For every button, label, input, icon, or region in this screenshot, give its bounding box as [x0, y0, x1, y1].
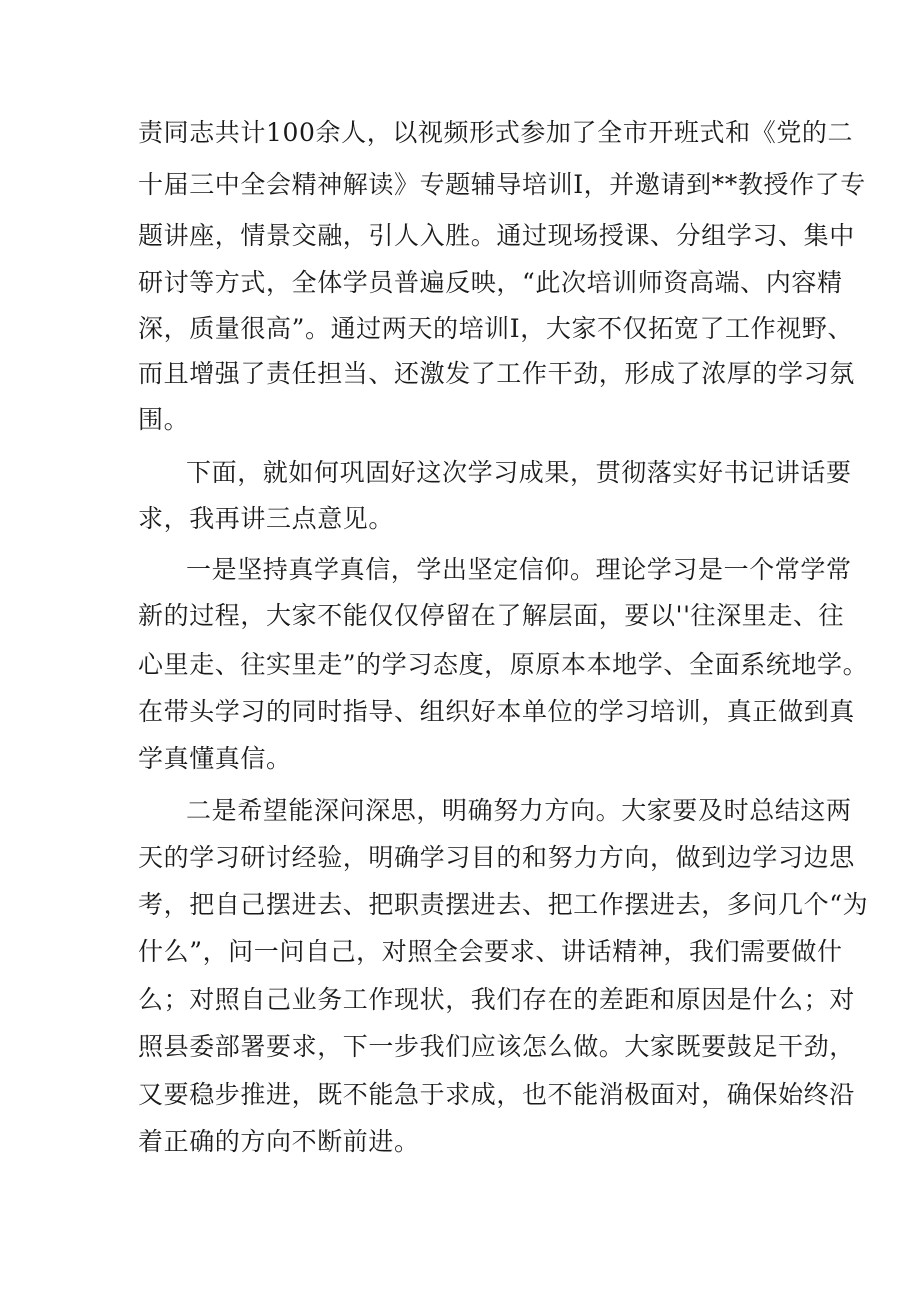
paragraph-3-line-1: 一是坚持真学真信，学出坚定信仰。理论学习是一个常学常 [186, 555, 852, 584]
paragraph-4-line-6: 照县委部署要求，下一步我们应该怎么做。大家既要鼓足干劲， [138, 1032, 855, 1061]
paragraph-4-line-3: 考，把自己摆进去、把职责摆进去、把工作摆进去，多问几个“为 [138, 890, 869, 919]
paragraph-3-line-2: 新的过程，大家不能仅仅停留在了解层面，要以''往深里走、往 [138, 601, 845, 630]
paragraph-4-line-4: 什么”，问一问自己，对照全会要求、讲话精神，我们需要做什 [138, 937, 843, 966]
paragraph-1-line-3: 题讲座，情景交融，引人入胜。通过现场授课、分组学习、集中 [138, 221, 855, 250]
paragraph-1-line-4: 研讨等方式，全体学员普遍反映，“此次培训师资高端、内容精 [138, 268, 843, 297]
paragraph-1-line-1: 责同志共计100余人，以视频形式参加了全市开班式和《党的二 [138, 118, 854, 147]
paragraph-4-line-5: 么；对照自己业务工作现状，我们存在的差距和原因是什么；对 [138, 985, 855, 1014]
paragraph-3-line-4: 在带头学习的同时指导、组织好本单位的学习培训，真正做到真 [138, 697, 855, 726]
paragraph-1-line-5: 深，质量很高”。通过两天的培训I，大家不仅拓宽了工作视野、 [138, 314, 854, 343]
paragraph-3-line-5: 学真懂真信。 [138, 744, 292, 773]
paragraph-2-line-2: 求，我再讲三点意见。 [138, 504, 395, 533]
paragraph-1-line-2: 十届三中全会精神解读》专题辅导培训I，并邀请到**教授作了专 [138, 170, 866, 199]
paragraph-4-line-2: 天的学习研讨经验，明确学习目的和努力方向，做到边学习边思 [138, 843, 855, 872]
paragraph-3-line-3: 心里走、往实里走”的学习态度，原原本本地学、全面系统地学。 [138, 650, 869, 679]
paragraph-4-line-8: 着正确的方向不断前进。 [138, 1127, 420, 1156]
paragraph-1-line-7: 围。 [138, 405, 190, 434]
paragraph-4-line-1: 二是希望能深问深思，明确努力方向。大家要及时总结这两 [186, 796, 852, 825]
paragraph-4-line-7: 又要稳步推进，既不能急于求成，也不能消极面对，确保始终沿 [138, 1080, 855, 1109]
paragraph-2-line-1: 下面，就如何巩固好这次学习成果，贯彻落实好书记讲话要 [186, 458, 852, 487]
paragraph-1-line-6: 而且增强了责任担当、还激发了工作干劲，形成了浓厚的学习氛 [138, 359, 855, 388]
